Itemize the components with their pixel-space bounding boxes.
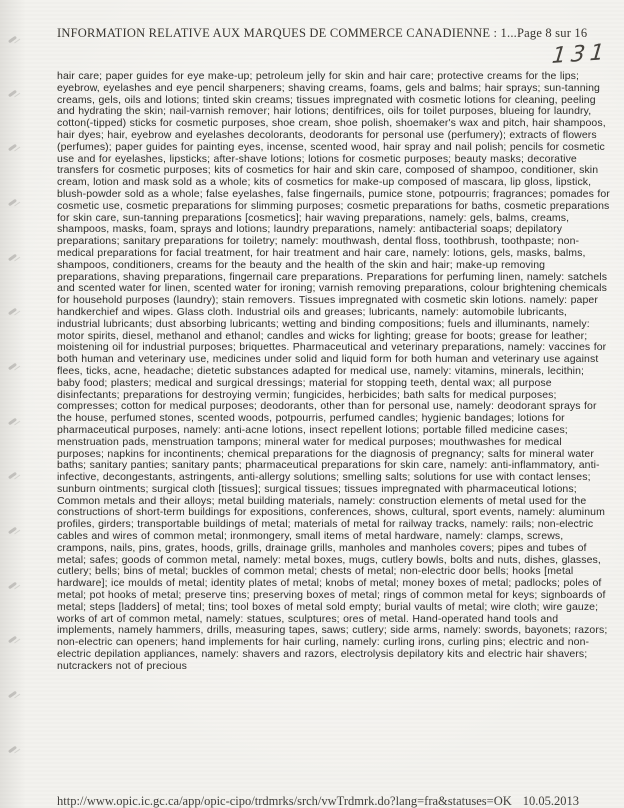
binding-mark bbox=[8, 691, 17, 699]
binding-mark bbox=[8, 199, 17, 207]
handwritten-page-number: 131 bbox=[550, 39, 611, 70]
binding-mark bbox=[8, 746, 17, 754]
binding-mark bbox=[8, 582, 17, 590]
binding-mark bbox=[8, 418, 17, 426]
document-title: INFORMATION RELATIVE AUX MARQUES DE COMMERCE CANADIENNE : 1... bbox=[57, 26, 517, 40]
binding-mark bbox=[8, 527, 17, 535]
page-footer bbox=[57, 794, 579, 808]
binding-mark bbox=[8, 308, 17, 316]
binding-mark bbox=[8, 254, 17, 262]
binding-mark bbox=[8, 90, 17, 98]
binding-mark bbox=[8, 472, 17, 480]
binding-mark bbox=[8, 144, 17, 152]
binding-mark bbox=[8, 363, 17, 371]
goods-services-text: hair care; paper guides for eye make-up; petroleum jelly for skin and hair care; protective creams for the lips; eyebrow, eyelashes and eye pencil sharpeners; shaving creams, foams, gels and balms; hair sprays; sun-tanning creams, gels, oils and lotions; tinted skin creams; tissues impregnated with cosmetic lotions for cleaning, peeling and hydrating the skin; nail-varnish remover; hair lotions; dentifrices, oils for toilet purposes, blueing for laundry, cotton(-tipped) sticks for cosmetic purposes, shoe cream, shoe polish, shoemaker's wax and pitch, hair shampoos, hair dyes; hair, eyebrow and eyelashes decolorants, deodorants for personal use (perfumery); extracts of flowers (perfumes); paper guides for painting eyes, incense, scented wood, hair spray and nail polish; pencils for cosmetic use and for eyelashes, lipsticks; after-shave lotions; lotions for cosmetic purposes; beauty masks; decorative transfers for cosmetic purposes; kits of cosmetics for hair and skin care, composed of shampoo, conditioner, skin cream, lotion and mask sold as a whole; kits of cosmetics for make-up composed of mascara, lip gloss, lipstick, blush-powder sold as a whole; false eyelashes, false fingernails, pumice stone, potpourris; fragrances; pomades for cosmetic use, cosmetic preparations for slimming purposes; cosmetic preparations for baths, cosmetic preparations for skin care, sun-tanning preparations [cosmetics]; hair waving preparations, namely: gels, balms, creams, shampoos, masks, foam, sprays and lotions; laundry preparations, namely: antibacterial soaps; depilatory preparations; sanitary preparations for toiletry; namely: mouthwash, dental floss, toothbrush, toothpaste; non-medical preparations for facial treatment, for hair treatment and hair care, namely: lotions, gels, masks, balms, shampoos, conditioners, creams for the beauty and the health of the skin and hair; make-up removing preparations, shaving preparations, fingernail care preparations. Preparations for perfuming linen, namely: satchels and scented water for linen, scented water for ironing; varnish removing preparations, colour brightening chemicals for household purposes (laundry); stain removers. Tissues impregnated with cosmetic skin lotions. namely: paper handkerchief and wipes. Glass cloth. Industrial oils and greases; lubricants, namely: automobile lubricants, industrial lubricants; dust absorbing lubricants; wetting and binding compositions; fuels and illuminants, namely: motor spirits, diesel, methanol and ethanol; candles and wicks for lighting; grease for boots; grease for leather; moistening oil for industrial purposes; briquettes. Pharmaceutical and veterinary preparations, namely: vaccines for both human and veterinary use, medicines under solid and liquid form for both human and veterinary use against flees, ticks, acne, headache; dietetic substances adapted for medical use, namely: vitamins, minerals, lecithin; baby food; plasters; medical and surgical dressings; material for stopping teeth, dental wax; all purpose disinfectants; preparations for destroying vermin; fungicides, herbicides; bath salts for medical purposes; compresses; cotton for medical purposes; deodorants, other than for personal use, namely: deodorant sprays for the house, perfumed stones, scented woods, potpourris, perfumed candles; hygienic bandages; lotions for pharmaceutical purposes, namely: anti-acne lotions, insect repellent lotions; portable filled medicine cases; menstruation pads, menstruation tampons; mineral water for medical purposes; mouthwashes for medical purposes; napkins for incontinents; chemical preparations for the diagnosis of pregnancy; salts for mineral water baths; sanitary panties; sanitary pants; pharmaceutical preparations for skin care, namely: anti-inflammatory, anti-infective, decongestants, astringents, anti-allergy solutions; smelling salts; solutions for use with contact lenses; sunburn ointments; surgical cloth [tissues]; surgical tissues; tissues impregnated with pharmaceutical lotions; Common metals and their alloys; metal building materials, namely: construction elements of metal used for the constructions of short-term buildings for expositions, conferences, shows, cultural, sport events, namely: aluminum profiles, girders; transportable buildings of metal; materials of metal for railway tracks, namely: rails; non-electric cables and wires of common metal; ironmongery, small items of metal hardware, namely: clamps, screws, crampons, nails, pins, grates, hoods, grills, drainage grills, manholes and manholes covers; pipes and tubes of metal; safes; goods of common metal, namely: metal boxes, mugs, cutlery bowls, bolts and nuts, dishes, glasses, cutlery; bells; bins of metal; buckles of common metal; chests of metal; non-electric door bells; hooks [metal hardware]; ice moulds of metal; identity plates of metal; knobs of metal; money boxes of metal; padlocks; poles of metal; pot hooks of metal; preserve tins; preserving boxes of metal; rings of common metal for keys; signboards of metal; steps [ladders] of metal; tins; tool boxes of metal sold empty; burial vaults of metal; wire cloth; wire gauze; works of art of common metal, namely: statues, sculptures; ores of metal. Hand-operated hand tools and implements, namely hammers, drills, measuring tapes, saws; cutlery; side arms, namely: swords, bayonets; razors; non-electric can openers; hand implements for hair curling, namely: curling irons, curling pins; electric and non-electric depilation appliances, namely: shavers and razors, electrolysis depilatory kits and electric hair shavers; nutcrackers not of precious bbox=[57, 70, 610, 672]
binding-mark bbox=[8, 36, 17, 44]
binding-marks-column bbox=[0, 0, 22, 808]
page-number-indicator: Page 8 sur 16 bbox=[516, 26, 588, 40]
binding-mark bbox=[8, 636, 17, 644]
page-header bbox=[57, 26, 588, 41]
footer-url: http://www.opic.ic.gc.ca/app/opic-cipo/trdmrks/srch/vwTrdmrk.do?lang=fra&statuses=OK bbox=[57, 794, 512, 808]
footer-date: 10.05.2013 bbox=[522, 794, 579, 808]
